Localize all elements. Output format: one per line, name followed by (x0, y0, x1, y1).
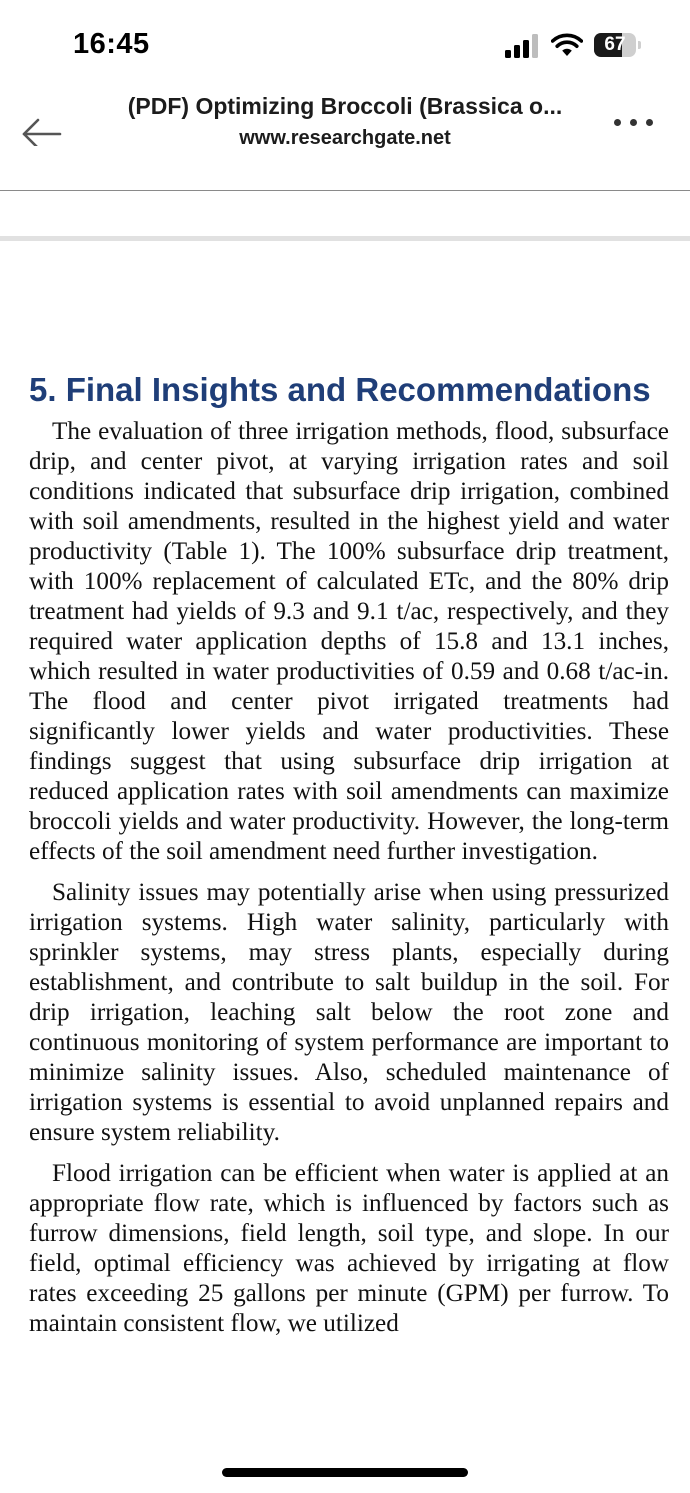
battery-icon (594, 33, 642, 57)
ellipsis-dot (614, 119, 621, 126)
content-divider (0, 236, 690, 241)
status-time: 16:45 (73, 28, 150, 60)
battery-level: 67 (604, 34, 626, 55)
cellular-signal-icon (504, 34, 540, 58)
article-body (29, 370, 669, 1350)
back-button[interactable] (14, 102, 66, 146)
article-paragraph: The evaluation of three irrigation methods, flood, subsurface drip, and center pivot, at varying irrigation rates and soil conditions indicated that subsurface drip irrigation, combined with soil amendments, resulted in the highest yield and water productivity (Table 1). The 100% subsurface drip treatment, with 100% replacement of calculated ETc, and the 80% drip treatment had yields of 9.3 and 9.1 t/ac, respectively, and they required water application depths of 15.8 and 13.1 inches, which resulted in water productivities of 0.59 and 0.68 t/ac-in. The flood and center pivot irrigated treatments had significantly lower yields and water productivities. These findings suggest that using subsurface drip irrigation at reduced application rates with soil amendments can maximize broccoli yields and water productivity. However, the long-term effects of the soil amendment need further investigation. (29, 418, 669, 865)
nav-titles (96, 90, 594, 150)
article-paragraph: Flood irrigation can be efficient when water is applied at an appropriate flow rate, which is influenced by factors such as furrow dimensions, field length, soil type, and slope. In our field, optimal efficiency was achieved by irrigating at flow rates exceeding 25 gallons per minute (GPM) per furrow. To maintain consistent flow, we utilized (29, 1160, 669, 1337)
status-bar (0, 0, 690, 90)
page-url: www.researchgate.net (239, 127, 451, 149)
page-title: (PDF) Optimizing Broccoli (Brassica o... (127, 93, 563, 119)
battery-tip (638, 41, 641, 49)
section-heading: 5. Final Insights and Recommendations (29, 371, 651, 408)
article-paragraph: Salinity issues may potentially arise when using pressurized irrigation systems. High water salinity, particularly with sprinkler systems, may stress plants, especially during establishment, and contribute to salt buildup in the soil. For drip irrigation, leaching salt below the root zone and continuous monitoring of system performance are important to minimize salinity issues. Also, scheduled maintenance of irrigation systems is essential to avoid unplanned repairs and ensure system reliability. (29, 879, 669, 1146)
ellipsis-dot (630, 119, 637, 126)
more-options-button[interactable] (608, 108, 660, 138)
wifi-icon (551, 33, 583, 57)
home-indicator[interactable] (222, 1468, 468, 1477)
ellipsis-dot (646, 119, 653, 126)
battery-body (594, 33, 636, 57)
nav-bar (0, 90, 690, 191)
